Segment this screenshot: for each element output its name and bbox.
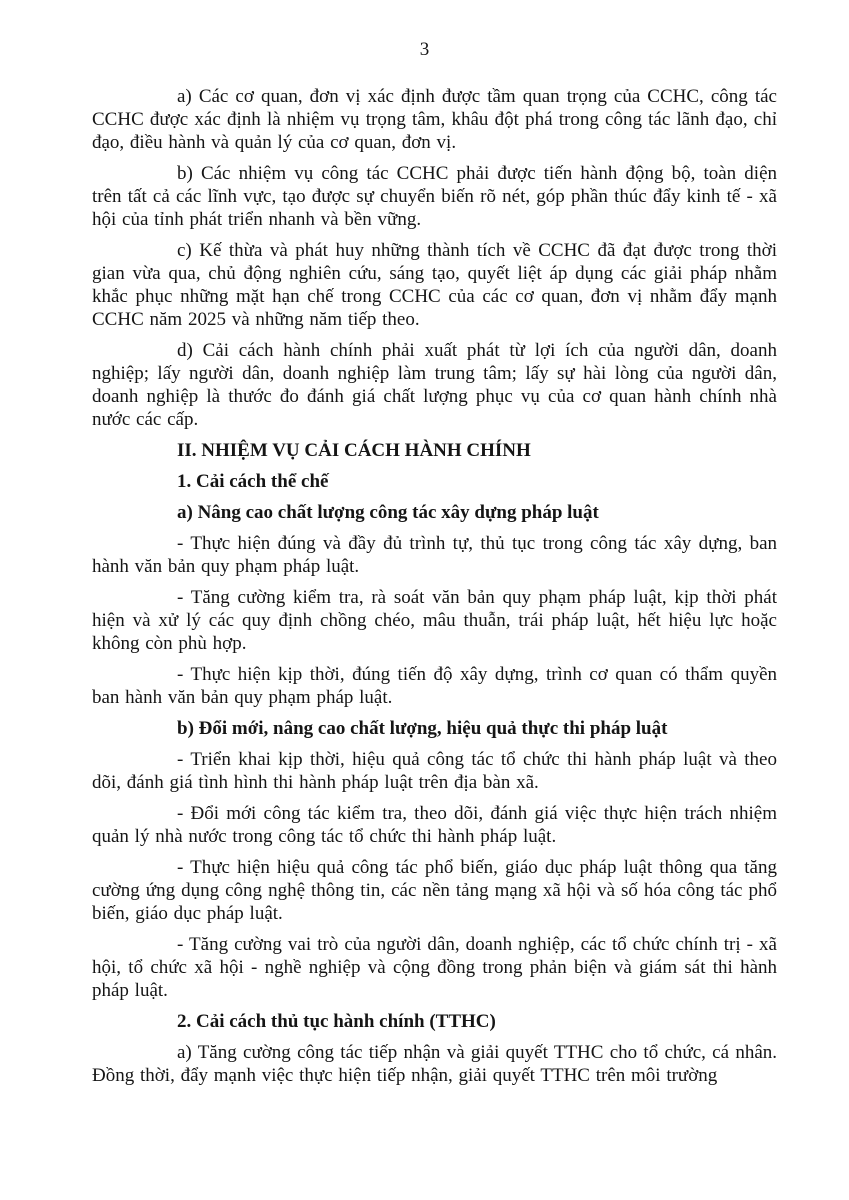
paragraph: - Đổi mới công tác kiểm tra, theo dõi, đánh giá việc thực hiện trách nhiệm quản lý nhà nước trong công tác tổ chức thi hành pháp luật. bbox=[92, 803, 777, 847]
document-content bbox=[92, 85, 777, 1087]
paragraph: c) Kế thừa và phát huy những thành tích về CCHC đã đạt được trong thời gian vừa qua, chủ động nghiên cứu, sáng tạo, quyết liệt áp dụng các giải pháp nhằm khắc phục những mặt hạn chế trong CCHC của các cơ quan, đơn vị nhằm đẩy mạnh CCHC năm 2025 và những năm tiếp theo. bbox=[92, 240, 777, 330]
paragraph: b) Các nhiệm vụ công tác CCHC phải được tiến hành động bộ, toàn diện trên tất cả các lĩnh vực, tạo được sự chuyển biến rõ nét, góp phần thúc đẩy kinh tế - xã hội của tỉnh phát triển nhanh và bền vững. bbox=[92, 163, 777, 230]
paragraph: - Thực hiện hiệu quả công tác phổ biến, giáo dục pháp luật thông qua tăng cường ứng dụng công nghệ thông tin, các nền tảng mạng xã hội và số hóa công tác phổ biến, giáo dục pháp luật. bbox=[92, 857, 777, 924]
paragraph: - Triển khai kịp thời, hiệu quả công tác tổ chức thi hành pháp luật và theo dõi, đánh giá tình hình thi hành pháp luật trên địa bàn xã. bbox=[92, 749, 777, 793]
section-heading: 1. Cải cách thể chế bbox=[177, 471, 329, 492]
section-heading: b) Đổi mới, nâng cao chất lượng, hiệu quả thực thi pháp luật bbox=[177, 718, 668, 739]
paragraph: d) Cải cách hành chính phải xuất phát từ lợi ích của người dân, doanh nghiệp; lấy người dân, doanh nghiệp làm trung tâm; lấy sự hài lòng của người dân, doanh nghiệp là thước đo đánh giá chất lượng phục vụ của cơ quan hành chính nhà nước các cấp. bbox=[92, 340, 777, 430]
section-heading: 2. Cải cách thủ tục hành chính (TTHC) bbox=[177, 1011, 496, 1032]
section-heading: a) Nâng cao chất lượng công tác xây dựng pháp luật bbox=[177, 502, 599, 523]
paragraph: - Tăng cường vai trò của người dân, doanh nghiệp, các tổ chức chính trị - xã hội, tổ chức xã hội - nghề nghiệp và cộng đồng trong phản biện và giám sát thi hành pháp luật. bbox=[92, 934, 777, 1001]
paragraph: - Thực hiện kịp thời, đúng tiến độ xây dựng, trình cơ quan có thẩm quyền ban hành văn bản quy phạm pháp luật. bbox=[92, 664, 777, 708]
section-heading: II. NHIỆM VỤ CẢI CÁCH HÀNH CHÍNH bbox=[177, 440, 531, 461]
paragraph: a) Các cơ quan, đơn vị xác định được tầm quan trọng của CCHC, công tác CCHC được xác định là nhiệm vụ trọng tâm, khâu đột phá trong công tác lãnh đạo, chỉ đạo, điều hành và quản lý của cơ quan, đơn vị. bbox=[92, 86, 777, 153]
paragraph: a) Tăng cường công tác tiếp nhận và giải quyết TTHC cho tổ chức, cá nhân. Đồng thời, đẩy mạnh việc thực hiện tiếp nhận, giải quyết TTHC trên môi trường bbox=[92, 1042, 777, 1086]
page-number: 3 bbox=[419, 39, 430, 60]
paragraph: - Tăng cường kiểm tra, rà soát văn bản quy phạm pháp luật, kịp thời phát hiện và xử lý các quy định chồng chéo, mâu thuẫn, trái pháp luật, hết hiệu lực hoặc không còn phù hợp. bbox=[92, 587, 777, 654]
paragraph: - Thực hiện đúng và đầy đủ trình tự, thủ tục trong công tác xây dựng, ban hành văn bản quy phạm pháp luật. bbox=[92, 533, 777, 577]
